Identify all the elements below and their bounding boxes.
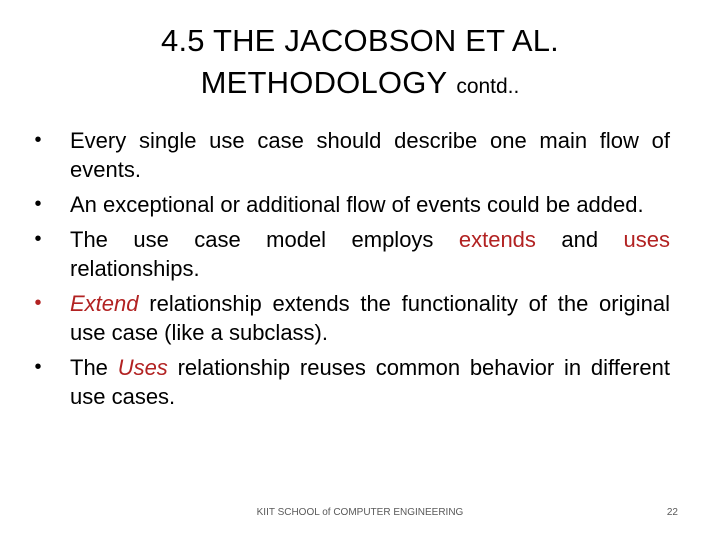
bullet-text: The use case model employs <box>70 227 459 252</box>
title-contd: contd.. <box>456 75 520 98</box>
page-number: 22 <box>666 507 678 518</box>
bullet-item <box>28 190 670 219</box>
title-line-1: 4.5 THE JACOBSON ET AL. <box>161 23 559 58</box>
title-methodology: METHODOLOGY <box>200 65 448 100</box>
bullet-dot: • <box>34 356 42 378</box>
bullet-text: An exceptional or additional flow of events could be added. <box>70 192 644 217</box>
keyword-uses-italic: Uses <box>117 355 168 380</box>
bullet-item <box>28 289 670 347</box>
bullet-dot: • <box>34 129 42 151</box>
title-line-2 <box>90 62 630 110</box>
bullet-dot: • <box>34 228 42 250</box>
bullet-text: and <box>535 227 624 252</box>
bullet-text: relationship extends the functionality of the original use case (like a subclass). <box>70 291 670 345</box>
bullet-item <box>28 126 670 184</box>
footer-school: KIIT SCHOOL of COMPUTER ENGINEERING <box>256 507 464 518</box>
bullet-dot: • <box>34 193 42 215</box>
keyword-uses: uses <box>623 227 670 252</box>
bullet-text: relationship reuses common behavior in different use cases. <box>70 355 670 409</box>
bullet-dot: • <box>34 292 42 314</box>
bullet-text: relationships. <box>70 256 200 281</box>
keyword-extends: extends <box>458 227 536 252</box>
bullet-item <box>28 225 670 283</box>
bullet-text: Every single use case should describe one main flow of events. <box>70 128 670 182</box>
bullet-list <box>28 126 670 417</box>
slide-title <box>90 20 630 110</box>
bullet-item <box>28 353 670 411</box>
keyword-extend: Extend <box>70 291 139 316</box>
bullet-text: The <box>70 355 118 380</box>
